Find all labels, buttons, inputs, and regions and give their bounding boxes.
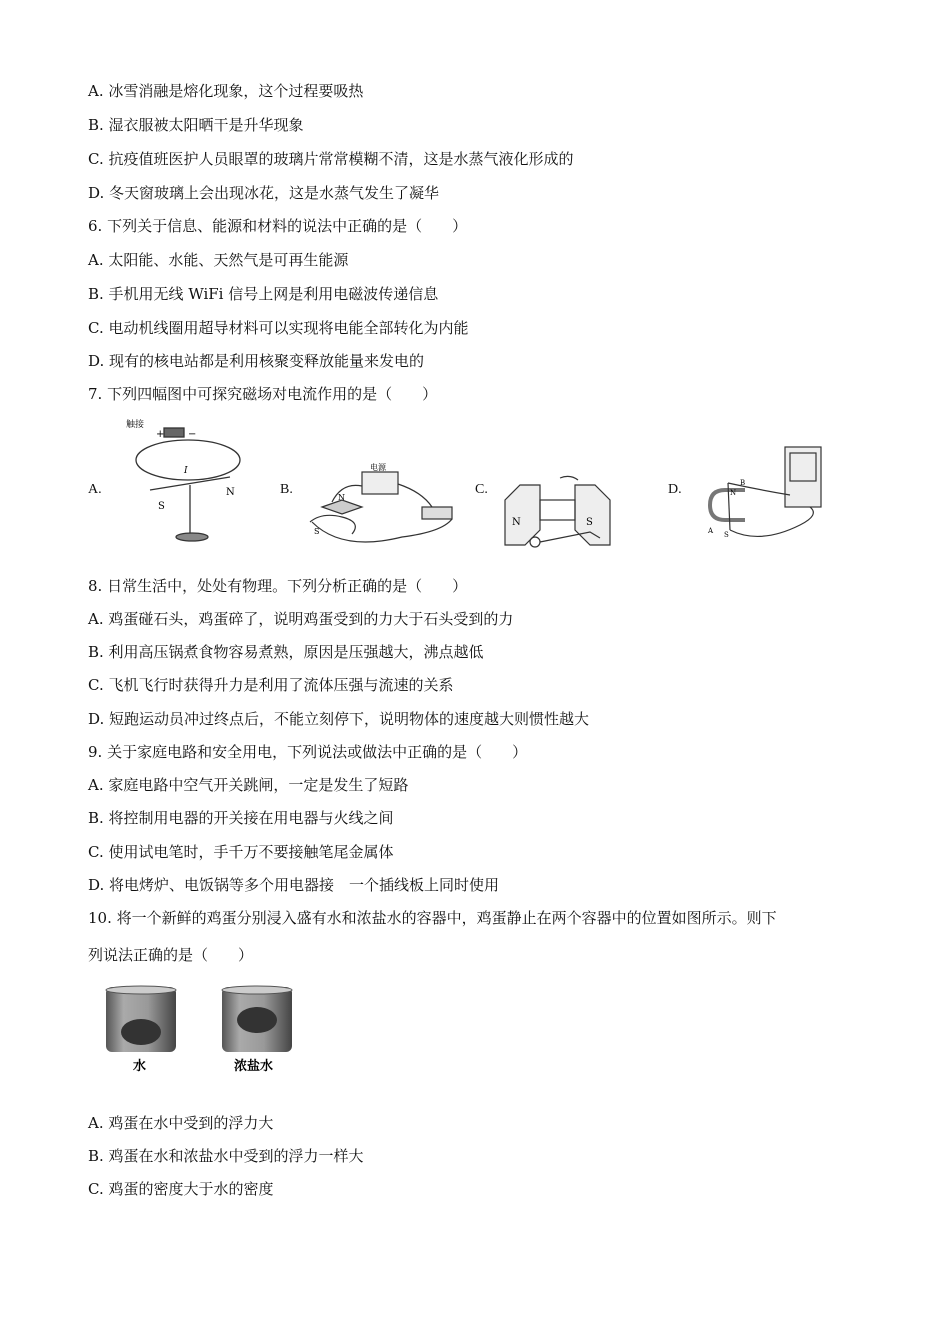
q7-stem: 7. 下列四幅图中可探究磁场对电流作用的是（ ） [88,385,438,403]
q10-option-a: A. 鸡蛋在水中受到的浮力大 [88,1114,274,1132]
q10-beakers-figure [100,982,300,1077]
q6-option-a: A. 太阳能、水能、天然气是可再生能源 [88,251,349,269]
fig-d-b: B [740,479,746,487]
fig-a-plus: + [156,429,165,440]
q5-option-d: D. 冬天窗玻璃上会出现冰花，这是水蒸气发生了凝华 [88,184,440,202]
fig-c-n: N [512,517,521,528]
q7-label-c: C. [475,482,488,497]
q7-label-d: D. [668,482,682,497]
q5-option-a: A. 冰雪消融是熔化现象，这个过程要吸热 [88,82,364,100]
q8-option-b: B. 利用高压锅煮食物容易煮熟，原因是压强越大，沸点越低 [88,643,484,661]
q8-option-a: A. 鸡蛋碰石头，鸡蛋碎了，说明鸡蛋受到的力大于石头受到的力 [88,610,514,628]
fig-d-a: A [708,527,714,535]
q5-option-b: B. 湿衣服被太阳晒干是升华现象 [88,116,304,134]
q6-option-c: C. 电动机线圈用超导材料可以实现将电能全部转化为内能 [88,319,469,337]
q8-option-d: D. 短跑运动员冲过终点后，不能立刻停下，说明物体的速度越大则惯性越大 [88,710,590,728]
q10-stem-line2: 列说法正确的是（ ） [88,946,254,964]
fig-c-s: S [586,517,593,528]
fig-d-n: N [730,489,737,497]
q9-stem: 9. 关于家庭电路和安全用电，下列说法或做法中正确的是（ ） [88,743,528,761]
fig-a-minus: − [188,429,197,440]
fig-b-n: N [338,493,345,502]
q7-figure-b [302,462,462,547]
fig-a-touch-text: 触接 [126,420,145,430]
fig-b-s: S [314,527,320,536]
q7-label-b: B. [280,482,293,497]
q8-option-c: C. 飞机飞行时获得升力是利用了流体压强与流速的关系 [88,676,454,694]
fig-d-s: S [724,531,729,539]
beaker-water [106,986,176,1052]
beaker-salt-water [222,986,292,1052]
fig-a-current: I [184,466,188,476]
q9-option-b: B. 将控制用电器的开关接在用电器与火线之间 [88,809,394,827]
q7-figure-d [700,445,830,547]
q9-option-d: D. 将电烤炉、电饭锅等多个用电器接 一个插线板上同时使用 [88,876,500,894]
q5-option-c: C. 抗疫值班医护人员眼罩的玻璃片常常模糊不清，这是水蒸气液化形成的 [88,150,574,168]
fig-a-s: S [158,501,165,512]
fig-a-n: N [226,487,235,498]
q6-stem: 6. 下列关于信息、能源和材料的说法中正确的是（ ） [88,217,468,235]
q9-option-c: C. 使用试电笔时，手千万不要接触笔尾金属体 [88,843,394,861]
q10-option-c: C. 鸡蛋的密度大于水的密度 [88,1180,274,1198]
q10-stem-line1: 10. 将一个新鲜的鸡蛋分别浸入盛有水和浓盐水的容器中，鸡蛋静止在两个容器中的位置如图所示。则下 [88,909,777,927]
q10-option-b: B. 鸡蛋在水和浓盐水中受到的浮力一样大 [88,1147,364,1165]
q7-figure-a [120,415,250,550]
q7-label-a: A. [88,482,102,497]
beaker-label-water: 水 [133,1059,147,1074]
beaker-label-salt-water: 浓盐水 [234,1059,274,1074]
q6-option-b: B. 手机用无线 WiFi 信号上网是利用电磁波传递信息 [88,285,439,303]
q8-stem: 8. 日常生活中，处处有物理。下列分析正确的是（ ） [88,577,468,595]
fig-b-power: 电源 [370,463,386,472]
q7-figure-c [500,470,615,550]
q9-option-a: A. 家庭电路中空气开关跳闸，一定是发生了短路 [88,776,409,794]
q6-option-d: D. 现有的核电站都是利用核聚变释放能量来发电的 [88,352,425,370]
